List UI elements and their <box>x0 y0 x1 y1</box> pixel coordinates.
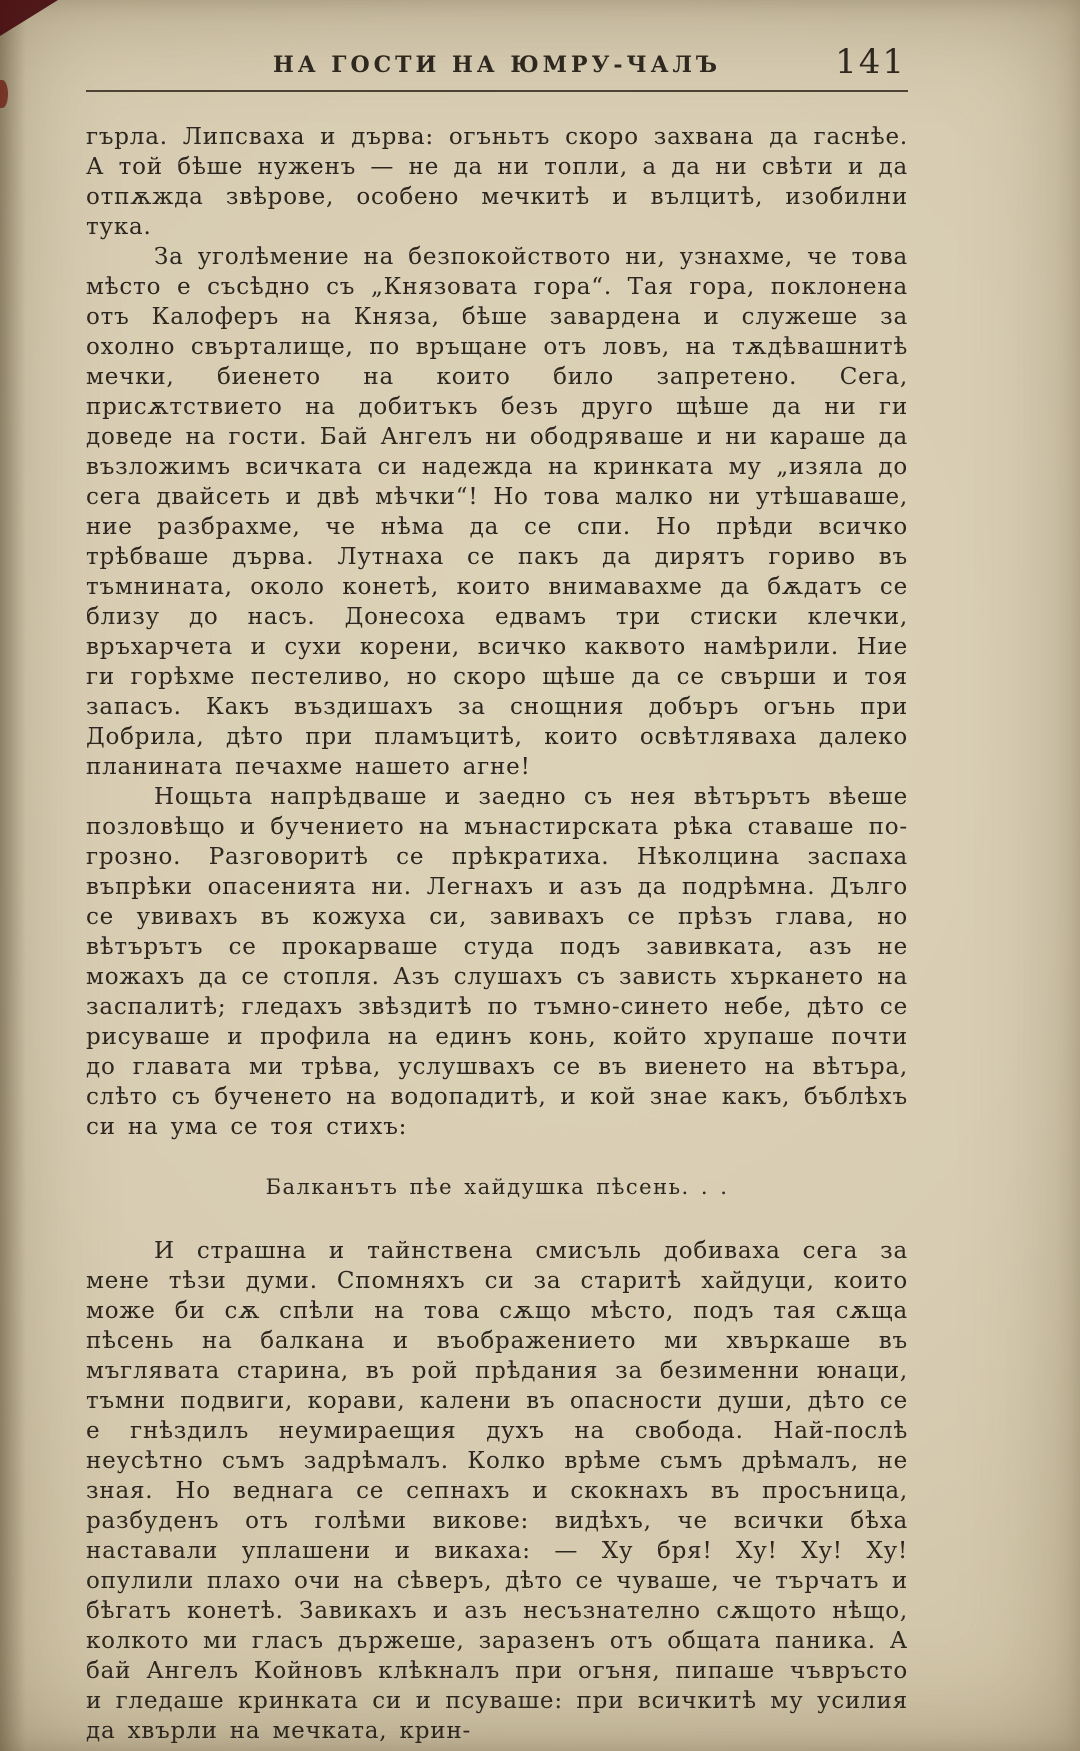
page-header <box>86 40 908 84</box>
paragraph-3: Нощьта напрѣдваше и заедно съ нея вѣтърътъ вѣеше позловѣщо и бучението на мънастирската рѣка ставаше по-грозно. Разговоритѣ се прѣкратиха. Нѣколцина заспаха въпрѣки опасенията ни. Легнахъ и азъ да подрѣмна. Дълго се увивахъ въ кожуха си, завивахъ се прѣзъ глава, но вѣтърътъ се прокарваше студа подъ завивката, азъ не можахъ да се стопля. Азъ слушахъ съ зависть хъркането на заспалитѣ; гледахъ звѣздитѣ по тъмно-синето небе, дѣто се рисуваше и профила на единъ конь, който хрупаше почти до главата ми трѣва, услушвахъ се въ виенето на вѣтъра, слѣто съ бученето на водопадитѣ, и кой знае какъ, бъблѣхъ си на ума се тоя стихъ: <box>86 784 908 1140</box>
page-binding-shadow <box>0 0 26 1751</box>
paragraph-continuation: гърла. Липсваха и дърва: огъньтъ скоро захвана да гаснѣе. А той бѣше нуженъ — не да ни топли, а да ни свѣти и да отпѫжда звѣрове, особено мечкитѣ и вълцитѣ, изобилни тука. <box>86 124 908 240</box>
header-rule <box>86 90 908 92</box>
verse-line: Балканътъ пѣе хайдушка пѣсень. . . <box>265 1175 729 1199</box>
page-number: 141 <box>835 42 906 82</box>
paragraph-2: За уголѣмение на безпокойството ни, узнахме, че това мѣсто е съсѣдно съ „Князовата гора“. Тая гора, поклонена отъ Калоферъ на Княза, бѣше завардена и служеше за охолно свърталище, по връщане отъ ловъ, на тѫдѣвашнитѣ мечки, биенето на които било запретено. Сега, присѫтствието на добитъкъ безъ друго щѣше да ни ги доведе на гости. Бай Ангелъ ни ободряваше и ни караше да възложимъ всичката си надежда на кринката му „изяла до сега двайсеть и двѣ мѣчки“! Но това малко ни утѣшаваше, ние разбрахме, че нѣма да се спи. Но прѣди всичко трѣбваше дърва. Лутнаха се пакъ да дирятъ гориво въ тъмнината, около конетѣ, които внимавахме да бѫдатъ се близу до насъ. Донесоха едвамъ три стиски клечки, връхарчета и сухи корени, всичко каквото намѣрили. Ние ги горѣхме пестеливо, но скоро щѣше да се свърши и тоя запасъ. Какъ въздишахъ за снощния добъръ огънь при Добрила, дѣто при пламъцитѣ, които освѣтляваха далеко планината печахме нашето агне! <box>86 244 908 780</box>
page-body <box>86 122 908 1746</box>
text-column <box>86 40 908 1746</box>
running-title: НА ГОСТИ НА ЮМРУ-ЧАЛЪ <box>272 52 722 78</box>
paragraph-4: И страшна и тайнствена смисъль добиваха сега за мене тѣзи думи. Спомняхъ си за старитѣ хайдуци, които може би сѫ спѣли на това сѫщо мѣсто, подъ тая сѫща пѣсень на балкана и въображението ми хвъркаше въ мъглявата старина, въ рой прѣдания за безименни юнаци, тъмни подвиги, корави, калени въ опасности души, дѣто се е гнѣздилъ неумираещия духъ на свобода. Най-послѣ неусѣтно съмъ задрѣмалъ. Колко врѣме съмъ дрѣмалъ, не зная. Но веднага се сепнахъ и скокнахъ въ просъница, разбуденъ отъ голѣми викове: видѣхъ, че всички бѣха наставали уплашени и викаха: — Ху бря! Ху! Ху! Ху! опулили плахо очи на сѣверъ, дѣто се чуваше, че търчатъ и бѣгатъ конетѣ. Завикахъ и азъ несъзнателно сѫщото нѣщо, колкото ми гласъ държеше, заразенъ отъ общата паника. А бай Ангелъ Койновъ клѣкналъ при огъня, пипаше чъвръсто и гледаше кринката си и псуваше: при всичкитѣ му усилия да хвърли на мечката, крин- <box>86 1238 908 1744</box>
page-corner-stain <box>0 0 58 36</box>
